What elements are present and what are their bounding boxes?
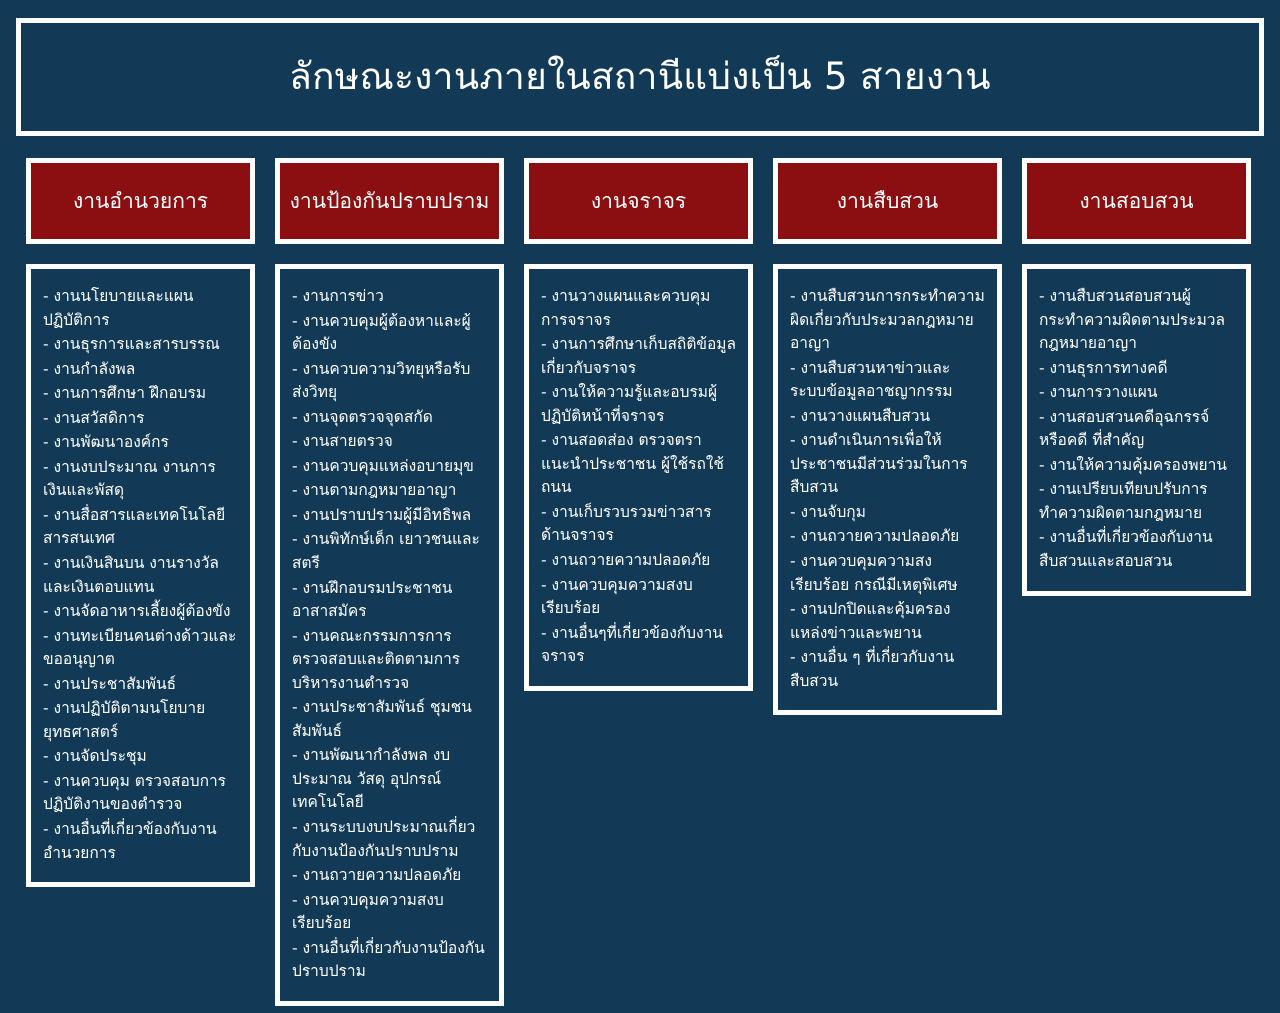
list-item: - งานธุรการทางคดี xyxy=(1039,358,1168,377)
list-item: - งานกำลังพล xyxy=(43,359,136,378)
list-item: - งานควบคุมความสงบเรียบร้อย xyxy=(292,890,444,933)
list-item: - งานการศึกษาเก็บสถิติข้อมูลเกี่ยวกับจราจร xyxy=(541,335,736,377)
column-header-label: งานป้องกันปราบปราม xyxy=(289,188,490,213)
column-inquiry xyxy=(1012,158,1261,596)
list-item: - งานถวายความปลอดภัย xyxy=(292,866,462,885)
list-item: - งานสืบสวนหาข่าวและระบบข้อมูลอาชญากรรม xyxy=(790,358,953,401)
task-list-traffic xyxy=(541,285,736,669)
list-item: - งานอื่นที่เกี่ยวข้องกับงานอำนวยการ xyxy=(43,820,217,862)
list-item: - งานให้ความรู้และอบรมผู้ปฏิบัติหน้าที่จราจร xyxy=(541,383,718,425)
list-item: - งานจัดอาหารเลี้ยงผู้ต้องขัง xyxy=(43,602,231,621)
columns-container xyxy=(16,158,1264,1006)
list-item: - งานจัดประชุม xyxy=(43,747,147,766)
list-item: - งานทะเบียนคนต่างด้าวและขออนุญาต xyxy=(43,626,237,669)
column-header-administration xyxy=(26,158,255,244)
list-item: - งานนโยบายและแผน ปฏิบัติการ xyxy=(43,287,194,329)
list-item: - งานดำเนินการเพื่อให้ประชาชนมีส่วนร่วมในการสืบสวน xyxy=(790,431,968,497)
task-list-crime-prevention xyxy=(292,285,487,984)
list-item: - งานจับกุม xyxy=(790,502,866,521)
column-investigation xyxy=(763,158,1012,715)
list-item: - งานควบความวิทยุหรือรับส่งวิทยุ xyxy=(292,359,471,402)
list-item: - งานจุดตรวจจุดสกัด xyxy=(292,407,433,426)
list-item: - งานควบคุมความสงบเรียบร้อย xyxy=(541,575,693,618)
list-item: - งานสื่อสารและเทคโนโลยีสารสนเทศ xyxy=(43,505,226,548)
list-item: - งานการวางแผน xyxy=(1039,383,1158,402)
list-item: - งานตามกฎหมายอาญา xyxy=(292,481,457,500)
list-item: - งานการข่าว xyxy=(292,287,384,305)
column-header-traffic xyxy=(524,158,753,244)
list-item: - งานควบคุมแหล่งอบายมุข xyxy=(292,456,474,475)
list-item: - งานพัฒนาองค์กร xyxy=(43,433,169,452)
column-administration xyxy=(16,158,265,887)
list-item: - งานเงินสินบน งานรางวัลและเงินตอบแทน xyxy=(43,554,219,596)
list-item: - งานอื่น ๆ ที่เกี่ยวกับงานสืบสวน xyxy=(790,648,955,690)
column-header-investigation xyxy=(773,158,1002,244)
list-item: - งานสอดส่อง ตรวจตราแนะนำประชาชน ผู้ใช้รถใช้ถนน xyxy=(541,431,724,497)
page-title-text: ลักษณะงานภายในสถานีแบ่งเป็น 5 สายงาน xyxy=(289,54,991,98)
list-item: - งานให้ความคุ้มครองพยาน xyxy=(1039,455,1227,474)
list-item: - งานถวายความปลอดภัย xyxy=(790,527,960,546)
list-item: - งานพัฒนากำลังพล งบประมาณ วัสดุ อุปกรณ์ เทคโนโลยี xyxy=(292,746,451,812)
list-item: - งานฝึกอบรมประชาชนอาสาสมัคร xyxy=(292,578,453,621)
list-item: - งานสายตรวจ xyxy=(292,432,393,451)
list-item: - งานงบประมาณ งานการเงินและพัสดุ xyxy=(43,457,216,500)
list-item: - งานคณะกรรมการการตรวจสอบและติดตามการบริหารงานตำรวจ xyxy=(292,626,461,692)
column-body-investigation xyxy=(773,264,1002,715)
column-body-traffic xyxy=(524,264,753,691)
list-item: - งานควบคุม ตรวจสอบการปฏิบัติงานของตำรวจ xyxy=(43,771,227,814)
list-item: - งานประชาสัมพันธ์ ชุมชนสัมพันธ์ xyxy=(292,698,472,740)
column-header-label: งานอำนวยการ xyxy=(72,188,209,213)
column-header-inquiry xyxy=(1022,158,1251,244)
list-item: - งานปกปิดและคุ้มครองแหล่งข่าวและพยาน xyxy=(790,600,951,642)
column-header-label: งานสอบสวน xyxy=(1079,188,1194,213)
list-item: - งานสืบสวนสอบสวนผู้กระทำความผิดตามประมวลกฎหมายอาญา xyxy=(1039,287,1225,353)
list-item: - งานควบคุมผู้ต้องหาและผู้ต้องขัง xyxy=(292,311,471,354)
list-item: - งานปฏิบัติตามนโยบายยุทธศาสตร์ xyxy=(43,699,206,741)
list-item: - งานสวัสดิการ xyxy=(43,408,145,427)
list-item: - งานพิทักษ์เด็ก เยาวชนและสตรี xyxy=(292,530,480,573)
column-body-administration xyxy=(26,264,255,887)
column-header-label: งานจราจร xyxy=(590,188,687,213)
task-list-inquiry xyxy=(1039,285,1234,574)
list-item: - งานระบบงบประมาณเกี่ยวกับงานป้องกันปราบปราม xyxy=(292,818,476,860)
list-item: - งานธุรการและสารบรรณ xyxy=(43,335,220,354)
list-item: - งานอื่นที่เกี่ยวกับงานป้องกันปราบปราม xyxy=(292,938,485,981)
list-item: - งานควบคุมความสงเรียบร้อย กรณีมีเหตุพิเศษ xyxy=(790,552,958,594)
task-list-administration xyxy=(43,285,238,865)
page-title xyxy=(16,18,1264,136)
list-item: - งานอื่นที่เกี่ยวข้องกับงานสืบสวนและสอบสวน xyxy=(1039,528,1213,571)
list-item: - งานเปรียบเทียบปรับการทำความผิดตามกฎหมาย xyxy=(1039,480,1208,522)
list-item: - งานสอบสวนคดีอุฉกรรจ์หรือคดี ที่สำคัญ xyxy=(1039,407,1210,450)
list-item: - งานวางแผนสืบสวน xyxy=(790,406,931,425)
list-item: - งานเก็บรวบรวมข่าวสารด้านจราจร xyxy=(541,502,712,545)
column-crime-prevention xyxy=(265,158,514,1006)
column-header-label: งานสืบสวน xyxy=(836,188,939,213)
list-item: - งานปราบปรามผู้มีอิทธิพล xyxy=(292,505,472,524)
list-item: - งานอื่นๆที่เกี่ยวข้องกับงานจราจร xyxy=(541,623,723,666)
list-item: - งานการศึกษา ฝึกอบรม xyxy=(43,384,207,403)
column-body-inquiry xyxy=(1022,264,1251,596)
list-item: - งานประชาสัมพันธ์ xyxy=(43,674,177,693)
list-item: - งานถวายความปลอดภัย xyxy=(541,551,711,570)
column-header-crime-prevention xyxy=(275,158,504,244)
column-body-crime-prevention xyxy=(275,264,504,1006)
list-item: - งานสืบสวนการกระทำความผิดเกี่ยวกับประมวลกฎหมายอาญา xyxy=(790,287,985,353)
list-item: - งานวางแผนและควบคุมการจราจร xyxy=(541,287,711,329)
task-list-investigation xyxy=(790,285,985,693)
column-traffic xyxy=(514,158,763,691)
